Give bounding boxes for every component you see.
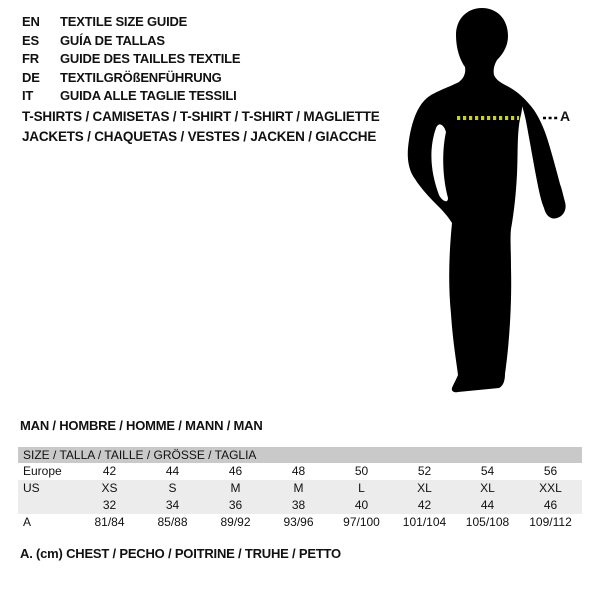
table-cell: M <box>293 481 304 495</box>
table-cell: 105/108 <box>465 515 510 529</box>
table-cell: 46 <box>543 498 558 512</box>
row-label <box>18 497 78 514</box>
table-cell: 50 <box>354 464 369 478</box>
language-label: TEXTILE SIZE GUIDE <box>60 14 188 29</box>
row-label: A <box>23 515 32 529</box>
language-row <box>22 69 240 88</box>
language-label: GUÍA DE TALLAS <box>60 32 165 48</box>
measurement-footnote: A. (cm) CHEST / PECHO / POITRINE / TRUHE / PETTO <box>20 546 341 561</box>
language-code: IT <box>22 88 34 103</box>
table-cell: 48 <box>291 464 306 478</box>
table-cell: 93/96 <box>283 515 314 529</box>
table-row-chest-a <box>18 514 582 531</box>
language-row <box>22 50 240 69</box>
language-code: DE <box>22 69 40 85</box>
table-row-numeric <box>18 497 582 514</box>
table-cell: 32 <box>102 498 117 512</box>
table-cell: 44 <box>480 498 495 512</box>
table-cell: XXL <box>539 481 562 495</box>
table-row-us <box>18 480 582 497</box>
garment-line-tshirts: T-SHIRTS / CAMISETAS / T-SHIRT / T-SHIRT / MAGLIETTE <box>22 109 380 124</box>
language-code: EN <box>22 14 40 29</box>
table-cell: 101/104 <box>402 515 447 529</box>
table-cell: 54 <box>480 464 495 478</box>
table-cell: 52 <box>417 464 432 478</box>
table-cell: XS <box>101 481 118 495</box>
language-row <box>22 87 240 106</box>
table-cell: 38 <box>291 498 306 512</box>
table-cell: XL <box>417 481 432 495</box>
language-code: FR <box>22 51 39 66</box>
table-cell: 42 <box>417 498 432 512</box>
table-cell: M <box>230 481 241 495</box>
table-cell: 89/92 <box>220 515 251 529</box>
row-label: Europe <box>23 464 62 478</box>
language-label: GUIDA ALLE TAGLIE TESSILI <box>60 88 237 103</box>
language-code: ES <box>22 32 39 48</box>
table-cell: L <box>358 481 365 495</box>
man-silhouette-figure <box>403 8 573 393</box>
garment-line-jackets: JACKETS / CHAQUETAS / VESTES / JACKEN / GIACCHE <box>22 129 377 144</box>
table-cell: 44 <box>165 464 180 478</box>
language-row <box>22 32 240 51</box>
language-label: TEXTILGRÖßENFÜHRUNG <box>60 69 222 85</box>
table-cell: 36 <box>228 498 243 512</box>
table-cell: 56 <box>543 464 558 478</box>
table-cell: 109/112 <box>529 515 572 529</box>
table-cell: XL <box>480 481 495 495</box>
language-list <box>22 13 240 106</box>
language-label: GUIDE DES TAILLES TEXTILE <box>60 51 241 66</box>
table-cell: 81/84 <box>94 515 125 529</box>
section-title-man: MAN / HOMBRE / HOMME / MANN / MAN <box>20 418 263 433</box>
table-cell: S <box>168 481 177 495</box>
table-row-europe <box>18 463 582 480</box>
size-table <box>18 447 582 531</box>
table-cell: 42 <box>102 464 117 478</box>
table-cell: 40 <box>354 498 369 512</box>
language-row <box>22 13 240 32</box>
table-cell: 97/100 <box>343 515 380 529</box>
table-cell: 85/88 <box>157 515 188 529</box>
man-silhouette-icon <box>403 8 573 393</box>
row-label: US <box>23 481 40 495</box>
table-cell: 46 <box>228 464 243 478</box>
size-table-header: SIZE / TALLA / TAILLE / GRÖSSE / TAGLIA <box>18 447 582 463</box>
garment-categories <box>22 107 380 147</box>
table-cell: 34 <box>165 498 180 512</box>
measure-label-a: A <box>560 108 571 124</box>
